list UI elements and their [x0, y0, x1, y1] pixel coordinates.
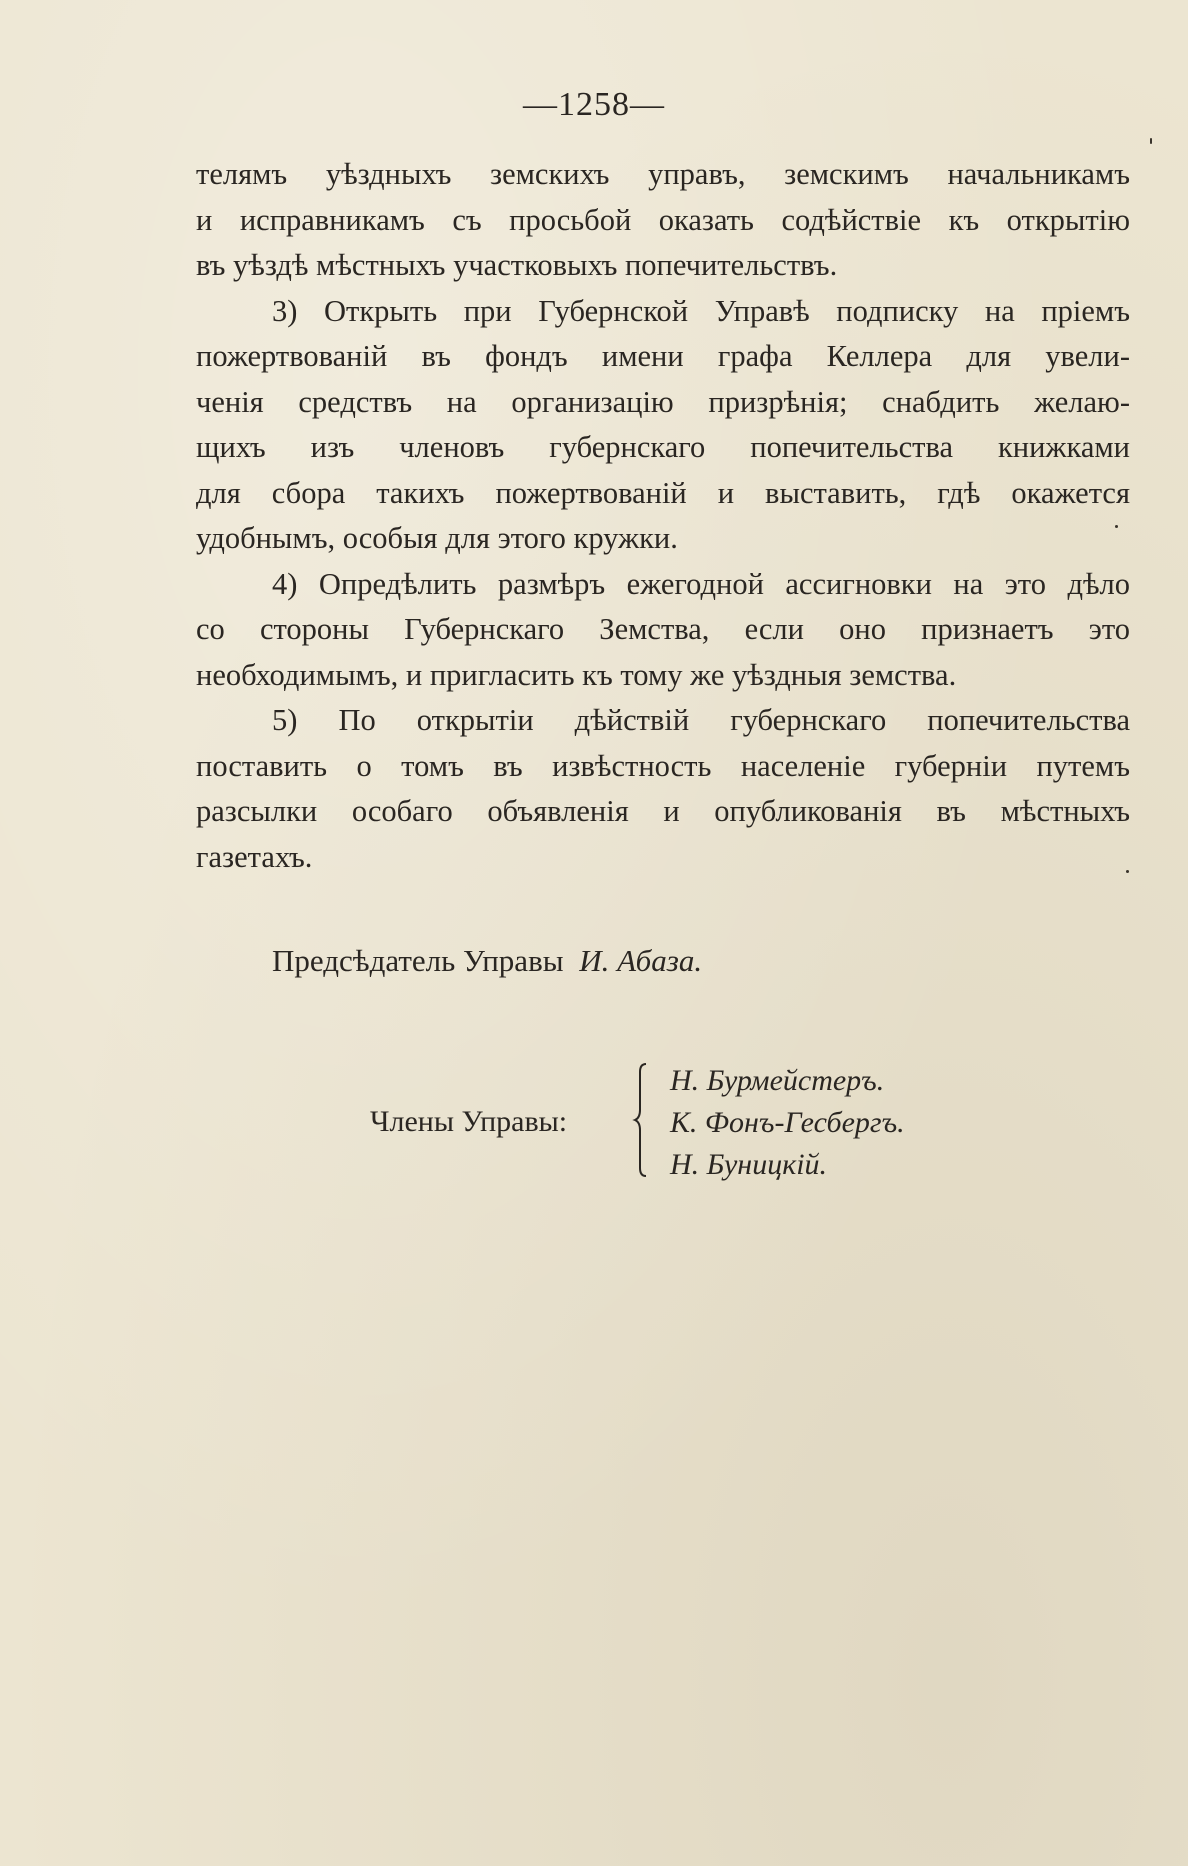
members-label: Члены Управы:	[370, 1105, 568, 1138]
text-line: необходимымъ, и пригласить къ тому же уѣздныя земства.	[196, 657, 957, 692]
text-line: и исправникамъ съ просьбой оказать содѣйствіе къ открытію	[196, 202, 1130, 237]
member-name: Н. Бурмейстеръ.	[670, 1064, 885, 1097]
text-line: для сбора такихъ пожертвованій и выставить, гдѣ окажется	[196, 475, 1130, 510]
member-name: Н. Буницкій.	[670, 1148, 828, 1181]
body-text	[196, 152, 1130, 880]
scan-speck	[1150, 138, 1152, 144]
page-number: —1258—	[523, 86, 665, 123]
text-line: въ уѣздѣ мѣстныхъ участковыхъ попечительствъ.	[196, 248, 838, 282]
signature-title: Предсѣдатель Управы	[272, 943, 564, 978]
text-line: удобнымъ, особыя для этого кружки.	[196, 521, 678, 555]
chairman-signature	[272, 943, 702, 979]
scan-speck	[1115, 525, 1118, 528]
text-line: 5) По открытіи дѣйствій губернскаго попечительства	[272, 703, 1130, 737]
text-line: телямъ уѣздныхъ земскихъ управъ, земскимъ начальникамъ	[196, 157, 1130, 191]
text-line: 3) Открыть при Губернской Управѣ подписку на пріемъ	[272, 293, 1130, 328]
curly-brace-icon	[632, 1060, 652, 1180]
text-line: разсылки особаго объявленія и опубликованія въ мѣстныхъ	[196, 794, 1130, 828]
text-line: щихъ изъ членовъ губернскаго попечительства книжками	[196, 430, 1130, 464]
text-line: ченія средствъ на организацію призрѣнія; снабдить желаю-	[196, 384, 1130, 419]
member-names	[670, 1060, 905, 1186]
text-line: 4) Опредѣлить размѣръ ежегодной ассигновки на это дѣло	[272, 566, 1130, 601]
signature-name: И. Абаза.	[579, 943, 703, 978]
member-name: К. Фонъ-Гесбергъ.	[670, 1106, 905, 1139]
scan-speck	[1126, 870, 1129, 873]
text-line: пожертвованій въ фондъ имени графа Келлера для увели-	[196, 339, 1130, 373]
text-line: со стороны Губернскаго Земства, если оно признаетъ это	[196, 612, 1130, 646]
text-line: поставить о томъ въ извѣстность населеніе губерніи путемъ	[196, 748, 1130, 783]
text-line: газетахъ.	[196, 839, 313, 874]
